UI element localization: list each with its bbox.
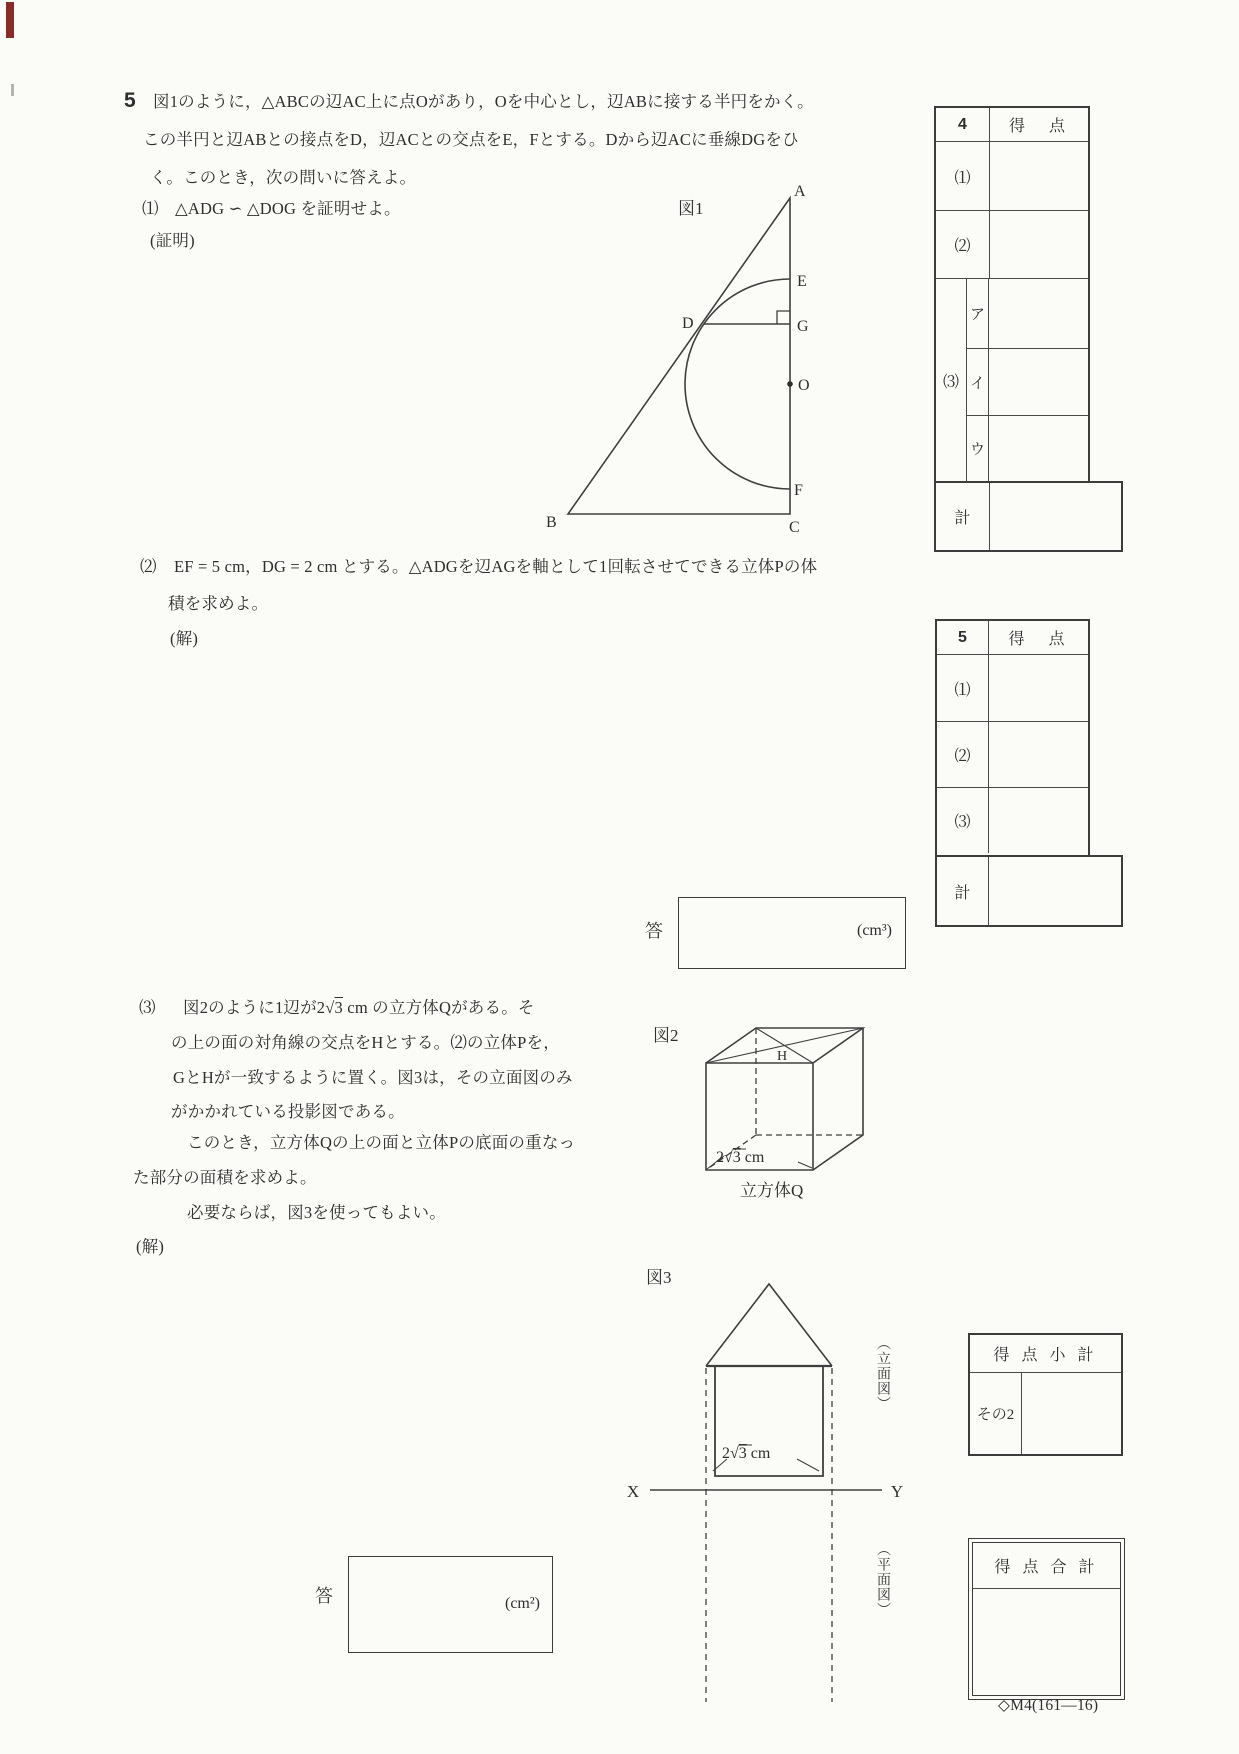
figure-2	[600, 1008, 935, 1208]
q2-work-label: (解)	[170, 629, 199, 648]
score-table-4-number: 4	[936, 108, 990, 141]
elevation-view-label: （立面図）	[875, 1336, 890, 1411]
total-5-label: 計	[937, 857, 989, 925]
score-table-4-total	[934, 481, 1123, 552]
problem-intro-line-1: 図1のように，△ABCの辺AC上に点Oがあり，Oを中心とし，辺ABに接する半円をかく。	[153, 92, 814, 111]
page-footer-code: ◇M4(161—16)	[998, 1697, 1099, 1714]
q3-line-5: このとき，立方体Qの上の面と立体Pの底面の重なっ	[187, 1133, 576, 1152]
subrow-i-label: イ	[967, 349, 989, 415]
answer-1-unit: (cm³)	[857, 922, 892, 939]
square-dimension: 2√3 cm	[722, 1445, 771, 1462]
score-table-4-header: 得 点	[1008, 118, 1069, 135]
subtotal-cell	[1022, 1373, 1121, 1454]
score-table-5-total	[935, 855, 1123, 927]
subtotal-table	[968, 1333, 1123, 1456]
score-table-5-header: 得 点	[1008, 631, 1069, 648]
q3-work-label: (解)	[136, 1237, 165, 1256]
score-row-3-label: ⑶	[936, 279, 967, 481]
figure-3-label: 図3	[646, 1268, 672, 1287]
roof-triangle	[706, 1284, 832, 1366]
figure-1-label: 図1	[678, 199, 704, 218]
label-c: C	[789, 519, 800, 536]
q2-line-1: EF = 5 cm，DG = 2 cm とする。△ADGを辺AGを軸として1回転させてできる立体Pの体	[174, 557, 818, 576]
score-table-5-number: 5	[937, 621, 989, 654]
q3-line-6: た部分の面積を求めよ。	[133, 1168, 317, 1187]
label-a: A	[794, 183, 806, 200]
subtotal-row-label: その2	[970, 1373, 1022, 1454]
label-o: O	[798, 377, 810, 394]
label-y: Y	[890, 1482, 904, 1501]
score5-row-2-label: ⑵	[937, 722, 989, 787]
cube-dimension: 2√3 cm	[716, 1149, 765, 1166]
score5-row-1-label: ⑴	[937, 655, 989, 721]
score-row-2-cell	[990, 211, 1088, 278]
q1-proof-label: (証明)	[150, 231, 195, 250]
q3-marker: ⑶	[139, 998, 156, 1017]
q2-marker: ⑵	[140, 557, 157, 576]
q1-text: △ADG ∽ △DOG を証明せよ。	[175, 199, 401, 218]
subrow-u-cell	[989, 416, 1088, 481]
q3-line-7: 必要ならば，図3を使ってもよい。	[187, 1203, 446, 1222]
scan-artifact-gray	[11, 84, 14, 96]
label-e: E	[797, 273, 807, 290]
cube-caption: 立方体Q	[740, 1181, 804, 1200]
answer-2-box	[348, 1556, 553, 1653]
score-row-1-label: ⑴	[936, 142, 990, 210]
score-table-4	[934, 106, 1090, 483]
score-row-1-cell	[990, 142, 1088, 210]
scan-artifact-red	[6, 2, 14, 38]
label-g: G	[797, 318, 809, 335]
dim-pointer-right	[798, 1162, 812, 1168]
problem-intro-line-2: この半円と辺ABとの接点をD，辺ACとの交点をE，Fとする。Dから辺ACに垂線DGをひ	[143, 130, 799, 149]
answer-2-unit: (cm²)	[505, 1595, 540, 1612]
score-table-5	[935, 619, 1090, 857]
problem-number: 5	[124, 89, 136, 112]
q2-line-2: 積を求めよ。	[168, 594, 269, 613]
q3-line-2: の上の面の対角線の交点をHとする。⑵の立体Pを，	[171, 1033, 560, 1052]
q3-line-1: 図2のように1辺が2√3 cm の立方体Qがある。そ	[183, 998, 535, 1017]
problem-intro-line-3: く。このとき，次の問いに答えよ。	[150, 168, 417, 187]
figure-3	[558, 1262, 910, 1722]
point-o-dot	[787, 381, 793, 387]
subrow-u-label: ウ	[967, 416, 989, 481]
label-f: F	[794, 482, 803, 499]
total-5-cell	[989, 857, 1121, 925]
q3-line-4: がかかれている投影図である。	[171, 1102, 405, 1121]
score-row-2-label: ⑵	[936, 211, 990, 278]
subrow-i-cell	[989, 349, 1088, 415]
subrow-a-label: ア	[967, 279, 989, 348]
score5-row-3-label: ⑶	[937, 788, 989, 853]
grandtotal-table	[968, 1538, 1125, 1700]
total-4-cell	[990, 483, 1121, 550]
plan-view-label: （平面図）	[875, 1542, 890, 1617]
right-angle-mark	[777, 311, 790, 324]
answer-1-box	[678, 897, 906, 969]
score5-row-1-cell	[989, 655, 1088, 721]
figure-1	[540, 182, 840, 542]
q1-marker: ⑴	[142, 199, 159, 218]
dim3-pointer-right	[797, 1459, 819, 1471]
label-h: H	[777, 1049, 788, 1064]
answer-2-label: 答	[315, 1586, 334, 1606]
q3-line-3: GとHが一致するように置く。図3は，その立面図のみ	[173, 1068, 573, 1087]
label-d: D	[682, 315, 694, 332]
label-x: X	[626, 1482, 640, 1501]
semicircle	[685, 279, 790, 489]
total-4-label: 計	[936, 483, 990, 550]
label-b: B	[546, 514, 557, 531]
score5-row-3-cell	[989, 788, 1088, 853]
subtotal-title: 得 点 小 計	[970, 1335, 1121, 1373]
score5-row-2-cell	[989, 722, 1088, 787]
triangle-abc	[568, 198, 790, 514]
grandtotal-title: 得 点 合 計	[973, 1543, 1120, 1589]
answer-1-label: 答	[645, 921, 664, 941]
subrow-a-cell	[989, 279, 1088, 348]
figure-2-label: 図2	[653, 1026, 679, 1045]
